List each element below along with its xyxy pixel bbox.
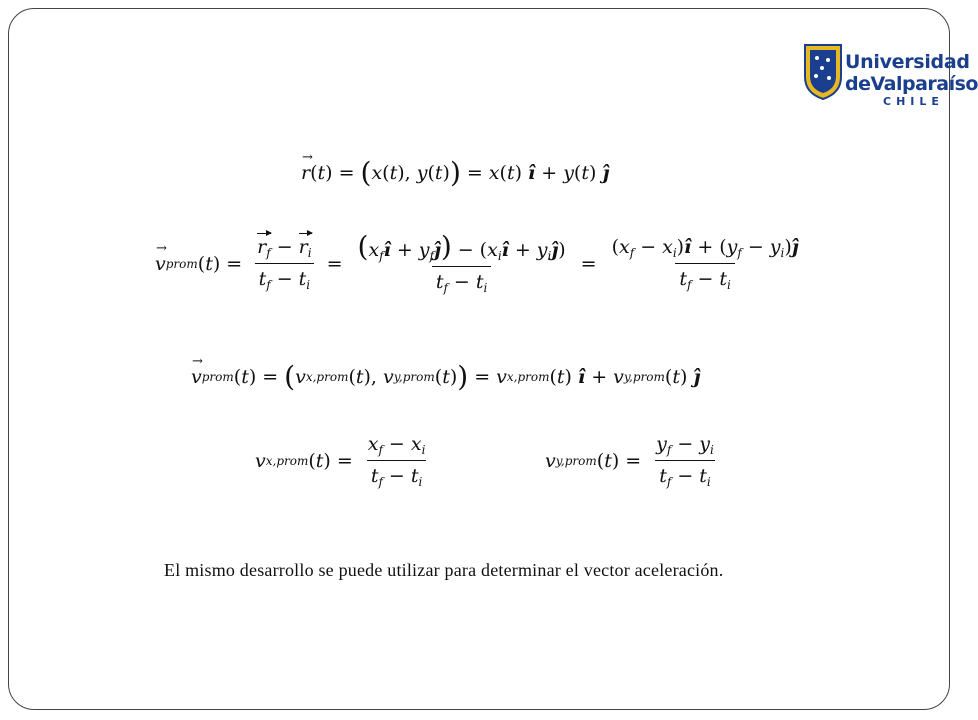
slide bbox=[8, 8, 978, 710]
logo-text bbox=[845, 51, 978, 109]
logo-line-1: Universidad bbox=[845, 51, 970, 73]
university-logo bbox=[799, 31, 978, 113]
shield-icon bbox=[803, 43, 843, 101]
fraction-vx: $\frac{x_f - x_i}{t_f - t_i}$ bbox=[367, 433, 426, 489]
fraction-grouped: $\frac{(x_f - x_i)î + (y_f - y_i)ĵ}{t_f - t_i}$ bbox=[611, 236, 799, 292]
fraction-components: $\frac{(x_fî + y_fĵ) - (x_iî + y_iĵ)}{t_f - t_i}$ bbox=[357, 230, 566, 295]
vx-average-equation: v x,prom ( t ) = $\frac{x_f - x_i}{t_f - t_i}$ bbox=[255, 433, 434, 489]
logo-line-3: CHILE bbox=[883, 95, 944, 108]
logo-line-2: deValparaíso bbox=[845, 73, 978, 95]
caption-text: El mismo desarrollo se puede utilizar para determinar el vector aceleración. bbox=[164, 560, 724, 580]
average-velocity-equation: → v prom ( t ) = $\frac{r_f - r_i}{t_f - t_i}$ = $\frac{(x_fî + y_fĵ) - (x_iî + y_iĵ)}{t_f - t_i}$ = $\frac{(x_f - x_i)î + (y_f - y_i)ĵ}{t_f - t_i}$ bbox=[155, 233, 808, 295]
fraction-vy: $\frac{y_f - y_i}{t_f - t_i}$ bbox=[656, 433, 714, 489]
vy-average-equation: v y,prom ( t ) = $\frac{y_f - y_i}{t_f - t_i}$ bbox=[545, 433, 723, 489]
velocity-components-equation: → v prom ( t ) = ( v x,prom ( t ), v y,prom ( t ) ) = v x,prom ( t ) î + v y,prom ( t ) ĵ bbox=[191, 363, 700, 391]
position-vector-equation: → r ( t ) = ( x ( t ), y ( t ) ) = x ( t ) î + y ( t ) ĵ bbox=[301, 159, 609, 187]
fraction-displacement: $\frac{r_f - r_i}{t_f - t_i}$ bbox=[253, 236, 315, 292]
